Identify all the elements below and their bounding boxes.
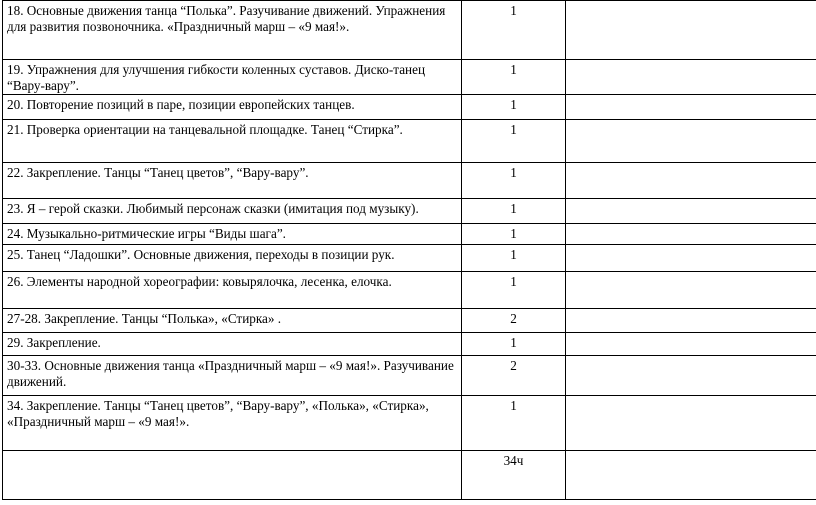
hours-cell: 2 bbox=[462, 309, 566, 333]
hours-cell: 2 bbox=[462, 356, 566, 396]
topic-cell: 27-28. Закрепление. Танцы “Полька», «Стирка» . bbox=[3, 309, 462, 333]
table-row bbox=[3, 356, 816, 396]
topic-cell: 34. Закрепление. Танцы “Танец цветов”, “Вару-вару”, «Полька», «Стирка», «Праздничный марш – «9 мая!». bbox=[3, 396, 462, 451]
topic-cell: 18. Основные движения танца “Полька”. Разучивание движений. Упражнения для развития позвоночника. «Праздничный марш – «9 мая!». bbox=[3, 1, 462, 60]
topic-cell: 20. Повторение позиций в паре, позиции европейских танцев. bbox=[3, 95, 462, 120]
topic-cell: 19. Упражнения для улучшения гибкости коленных суставов. Диско-танец “Вару-вару”. bbox=[3, 60, 462, 95]
table-row bbox=[3, 120, 816, 163]
empty-cell bbox=[566, 199, 816, 224]
empty-cell bbox=[566, 163, 816, 199]
empty-cell bbox=[566, 60, 816, 95]
empty-cell bbox=[566, 451, 816, 500]
topic-cell: 26. Элементы народной хореографии: ковырялочка, лесенка, елочка. bbox=[3, 272, 462, 309]
total-row bbox=[3, 451, 816, 500]
topic-cell: 30-33. Основные движения танца «Праздничный марш – «9 мая!». Разучивание движений. bbox=[3, 356, 462, 396]
table-row bbox=[3, 245, 816, 272]
topic-cell: 24. Музыкально-ритмические игры “Виды шага”. bbox=[3, 224, 462, 245]
topic-cell: 23. Я – герой сказки. Любимый персонаж сказки (имитация под музыку). bbox=[3, 199, 462, 224]
hours-cell: 1 bbox=[462, 396, 566, 451]
hours-cell: 1 bbox=[462, 199, 566, 224]
hours-cell: 1 bbox=[462, 60, 566, 95]
empty-cell bbox=[566, 396, 816, 451]
total-label-cell bbox=[3, 451, 462, 500]
empty-cell bbox=[566, 224, 816, 245]
lesson-plan-table bbox=[2, 0, 816, 500]
empty-cell bbox=[566, 245, 816, 272]
table-row bbox=[3, 163, 816, 199]
empty-cell bbox=[566, 333, 816, 356]
hours-cell: 1 bbox=[462, 163, 566, 199]
table-row bbox=[3, 199, 816, 224]
table-row bbox=[3, 1, 816, 60]
empty-cell bbox=[566, 356, 816, 396]
empty-cell bbox=[566, 1, 816, 60]
topic-cell: 25. Танец “Ладошки”. Основные движения, переходы в позиции рук. bbox=[3, 245, 462, 272]
table-row bbox=[3, 396, 816, 451]
table-row bbox=[3, 60, 816, 95]
table-row bbox=[3, 272, 816, 309]
total-hours-cell: 34ч bbox=[462, 451, 566, 500]
table-row bbox=[3, 309, 816, 333]
hours-cell: 1 bbox=[462, 1, 566, 60]
hours-cell: 1 bbox=[462, 95, 566, 120]
empty-cell bbox=[566, 272, 816, 309]
topic-cell: 21. Проверка ориентации на танцевальной площадке. Танец “Стирка”. bbox=[3, 120, 462, 163]
hours-cell: 1 bbox=[462, 333, 566, 356]
empty-cell bbox=[566, 95, 816, 120]
table-row bbox=[3, 95, 816, 120]
topic-cell: 29. Закрепление. bbox=[3, 333, 462, 356]
hours-cell: 1 bbox=[462, 120, 566, 163]
hours-cell: 1 bbox=[462, 272, 566, 309]
hours-cell: 1 bbox=[462, 224, 566, 245]
table-row bbox=[3, 333, 816, 356]
hours-cell: 1 bbox=[462, 245, 566, 272]
empty-cell bbox=[566, 120, 816, 163]
topic-cell: 22. Закрепление. Танцы “Танец цветов”, “Вару-вару”. bbox=[3, 163, 462, 199]
table-row bbox=[3, 224, 816, 245]
empty-cell bbox=[566, 309, 816, 333]
